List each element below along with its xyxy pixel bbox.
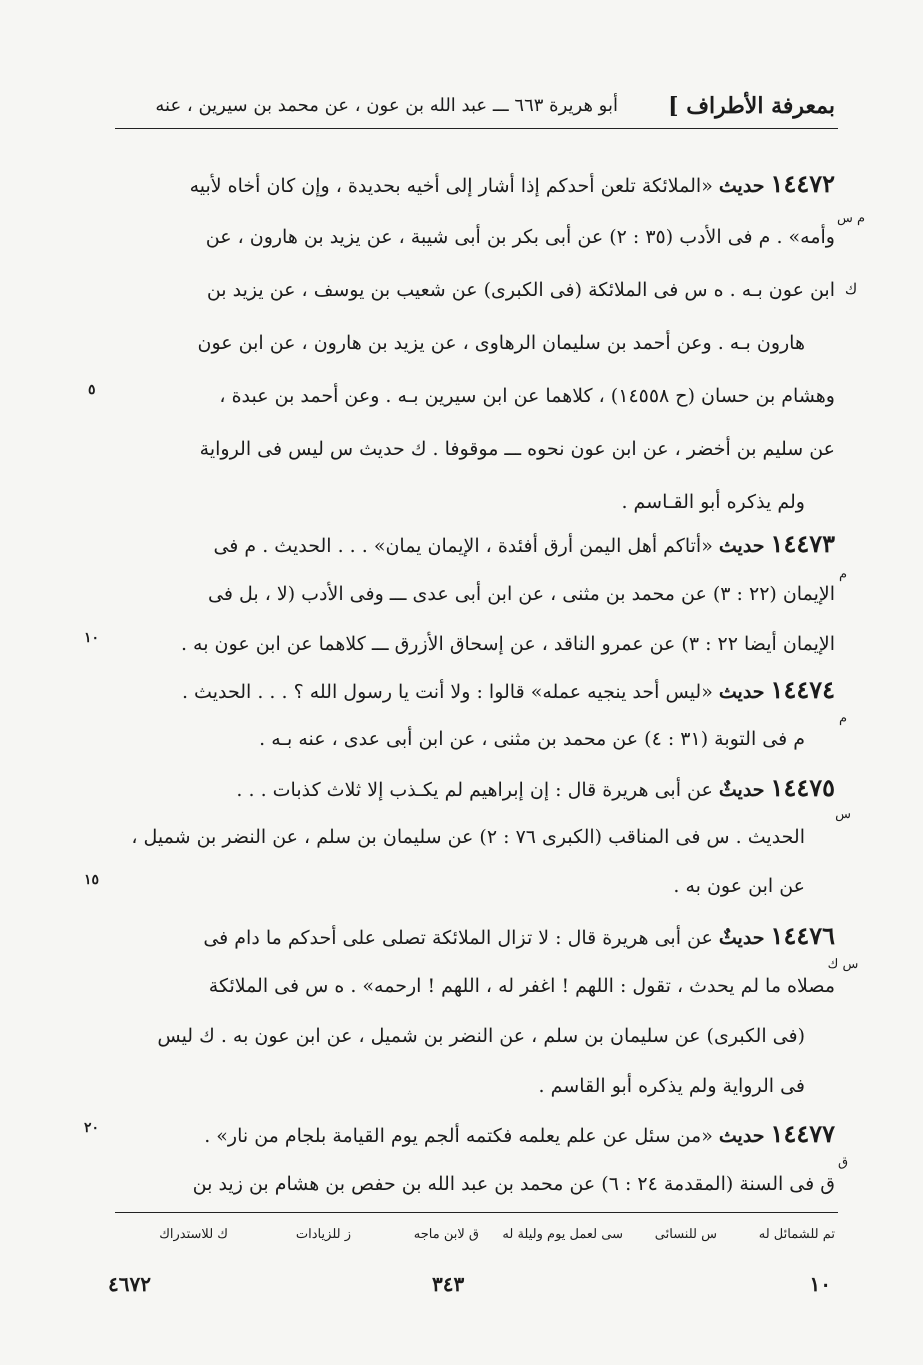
entry-number: ١٤٤٧٤ (770, 675, 835, 704)
entry-line (113, 1114, 835, 1154)
line-number: ١٥ (84, 872, 100, 888)
entry-line (113, 670, 835, 710)
entry-number: ١٤٤٧٧ (770, 1119, 835, 1148)
entry-line: الحديث . س فى المناقب (الكبرى ٧٦ : ٢) عن سليمان بن سلم ، عن النضر بن شميل ، (131, 826, 805, 848)
footnote-item: ك للاستدراك (159, 1227, 228, 1242)
entry-keyword: حديث (718, 175, 765, 197)
entry-line: عن سليم بن أخضر ، عن ابن عون نحوه ـــ موقوفا . ك حديث س ليس فى الرواية (199, 438, 835, 460)
entry-number: ١٤٤٧٦ (770, 921, 835, 950)
entry-line: ق فى السنة (المقدمة ٢٤ : ٦) عن محمد بن عبد الله بن حفص بن هشام بن زيد بن (192, 1173, 835, 1195)
entry-line (113, 164, 835, 204)
entry-keyword: حديث (718, 681, 765, 703)
footnote-item: تم للشمائل له (758, 1227, 835, 1242)
entry-text: عن أبى هريرة قال : لا تزال الملائكة تصلى على أحدكم ما دام فى (203, 927, 713, 949)
footnote-item: ز للزيادات (295, 1227, 351, 1242)
line-number: ١٠ (84, 630, 100, 646)
entry-line (113, 524, 835, 564)
footnote-item: ق لابن ماجه (413, 1227, 479, 1242)
entry-text: «الملائكة تلعن أحدكم إذا أشار إلى أخيه بحديدة ، وإن كان أخاه لأبيه (189, 175, 713, 197)
entry-text: عن أبى هريرة قال : إن إبراهيم لم يكـذب إلا ثلاث كذبات . . . (236, 779, 713, 801)
entry-line: فى الرواية ولم يذكره أبو القاسم . (538, 1075, 805, 1097)
margin-siglum: م (838, 567, 848, 582)
entry-keyword: حديثٌ (718, 779, 765, 801)
margin-siglum: م س (836, 211, 866, 226)
footnote-item: سى لعمل يوم وليلة له (502, 1227, 623, 1242)
entry-line: وهشام بن حسان (ح ١٤٥٥٨) ، كلاهما عن ابن سيرين بـه . وعن أحمد بن عبدة ، (219, 385, 835, 407)
entry-line (113, 916, 835, 956)
margin-siglum: س ك (827, 957, 859, 972)
line-number: ٢٠ (84, 1120, 100, 1136)
entry-line: هارون بـه . وعن أحمد بن سليمان الرهاوى ، عن يزيد بن هارون ، عن ابن عون (197, 332, 805, 354)
entry-line: الإيمان أيضا ٢٢ : ٣) عن عمرو الناقد ، عن إسحاق الأزرق ـــ كلاهما عن ابن عون به . (180, 633, 835, 655)
entry-keyword: حديث (718, 1125, 765, 1147)
margin-siglum: م (838, 711, 848, 726)
entry-keyword: حديثٌ (718, 927, 765, 949)
entry-text: «ليس أحد ينجيه عمله» قالوا : ولا أنت يا رسول الله ؟ . . . الحديث . (181, 681, 713, 703)
page-number-right: ١٠ (809, 1272, 831, 1296)
page-number-center: ٣٤٣ (432, 1272, 465, 1296)
entry-line: (فى الكبرى) عن سليمان بن سلم ، عن النضر بن شميل ، عن ابن عون به . ك ليس (157, 1025, 805, 1047)
running-header-right: بمعرفة الأطراف ] (668, 93, 835, 119)
entry-line: عن ابن عون به . (673, 875, 805, 897)
page-number-left: ٤٦٧٢ (108, 1272, 151, 1296)
footnote-rule (115, 1212, 838, 1213)
running-header-center: أبو هريرة ٦٦٣ ـــ عبد الله بن عون ، عن محمد بن سيرين ، عنه (155, 95, 618, 116)
entry-keyword: حديث (718, 535, 765, 557)
entry-line: ابن عون بـه . ه س فى الملائكة (فى الكبرى) عن شعيب بن يوسف ، عن يزيد بن (206, 279, 835, 301)
header-rule (115, 128, 838, 129)
margin-siglum: ك (844, 280, 858, 298)
entry-line: وأمه» . م فى الأدب (٣٥ : ٢) عن أبى بكر بن أبى شيبة ، عن يزيد بن هارون ، عن (205, 226, 835, 248)
entry-line: م فى التوبة (٣١ : ٤) عن محمد بن مثنى ، عن ابن أبى عدى ، عنه بـه . (259, 728, 805, 750)
entry-line (113, 768, 835, 808)
line-number: ٥ (88, 382, 96, 398)
entry-line: مصلاه ما لم يحدث ، تقول : اللهم ! اغفر له ، اللهم ! ارحمه» . ه س فى الملائكة (208, 975, 835, 997)
entry-number: ١٤٤٧٣ (770, 529, 835, 558)
entry-text: «من سئل عن علم يعلمه فكتمه ألجم يوم القيامة بلجام من نار» . (204, 1125, 713, 1147)
entry-number: ١٤٤٧٥ (770, 773, 835, 802)
entry-text: «أتاكم أهل اليمن أرق أفئدة ، الإيمان يمان» . . . الحديث . م فى (213, 535, 713, 557)
entry-line: ولم يذكره أبو القـاسم . (621, 491, 805, 513)
margin-siglum: س (835, 807, 851, 822)
footnote-item: س للنسائى (654, 1227, 717, 1242)
margin-siglum: ق (837, 1155, 849, 1170)
entry-line: الإيمان (٢٢ : ٣) عن محمد بن مثنى ، عن ابن أبى عدى ـــ وفى الأدب (لا ، بل فى (208, 583, 835, 605)
entry-number: ١٤٤٧٢ (770, 169, 835, 198)
